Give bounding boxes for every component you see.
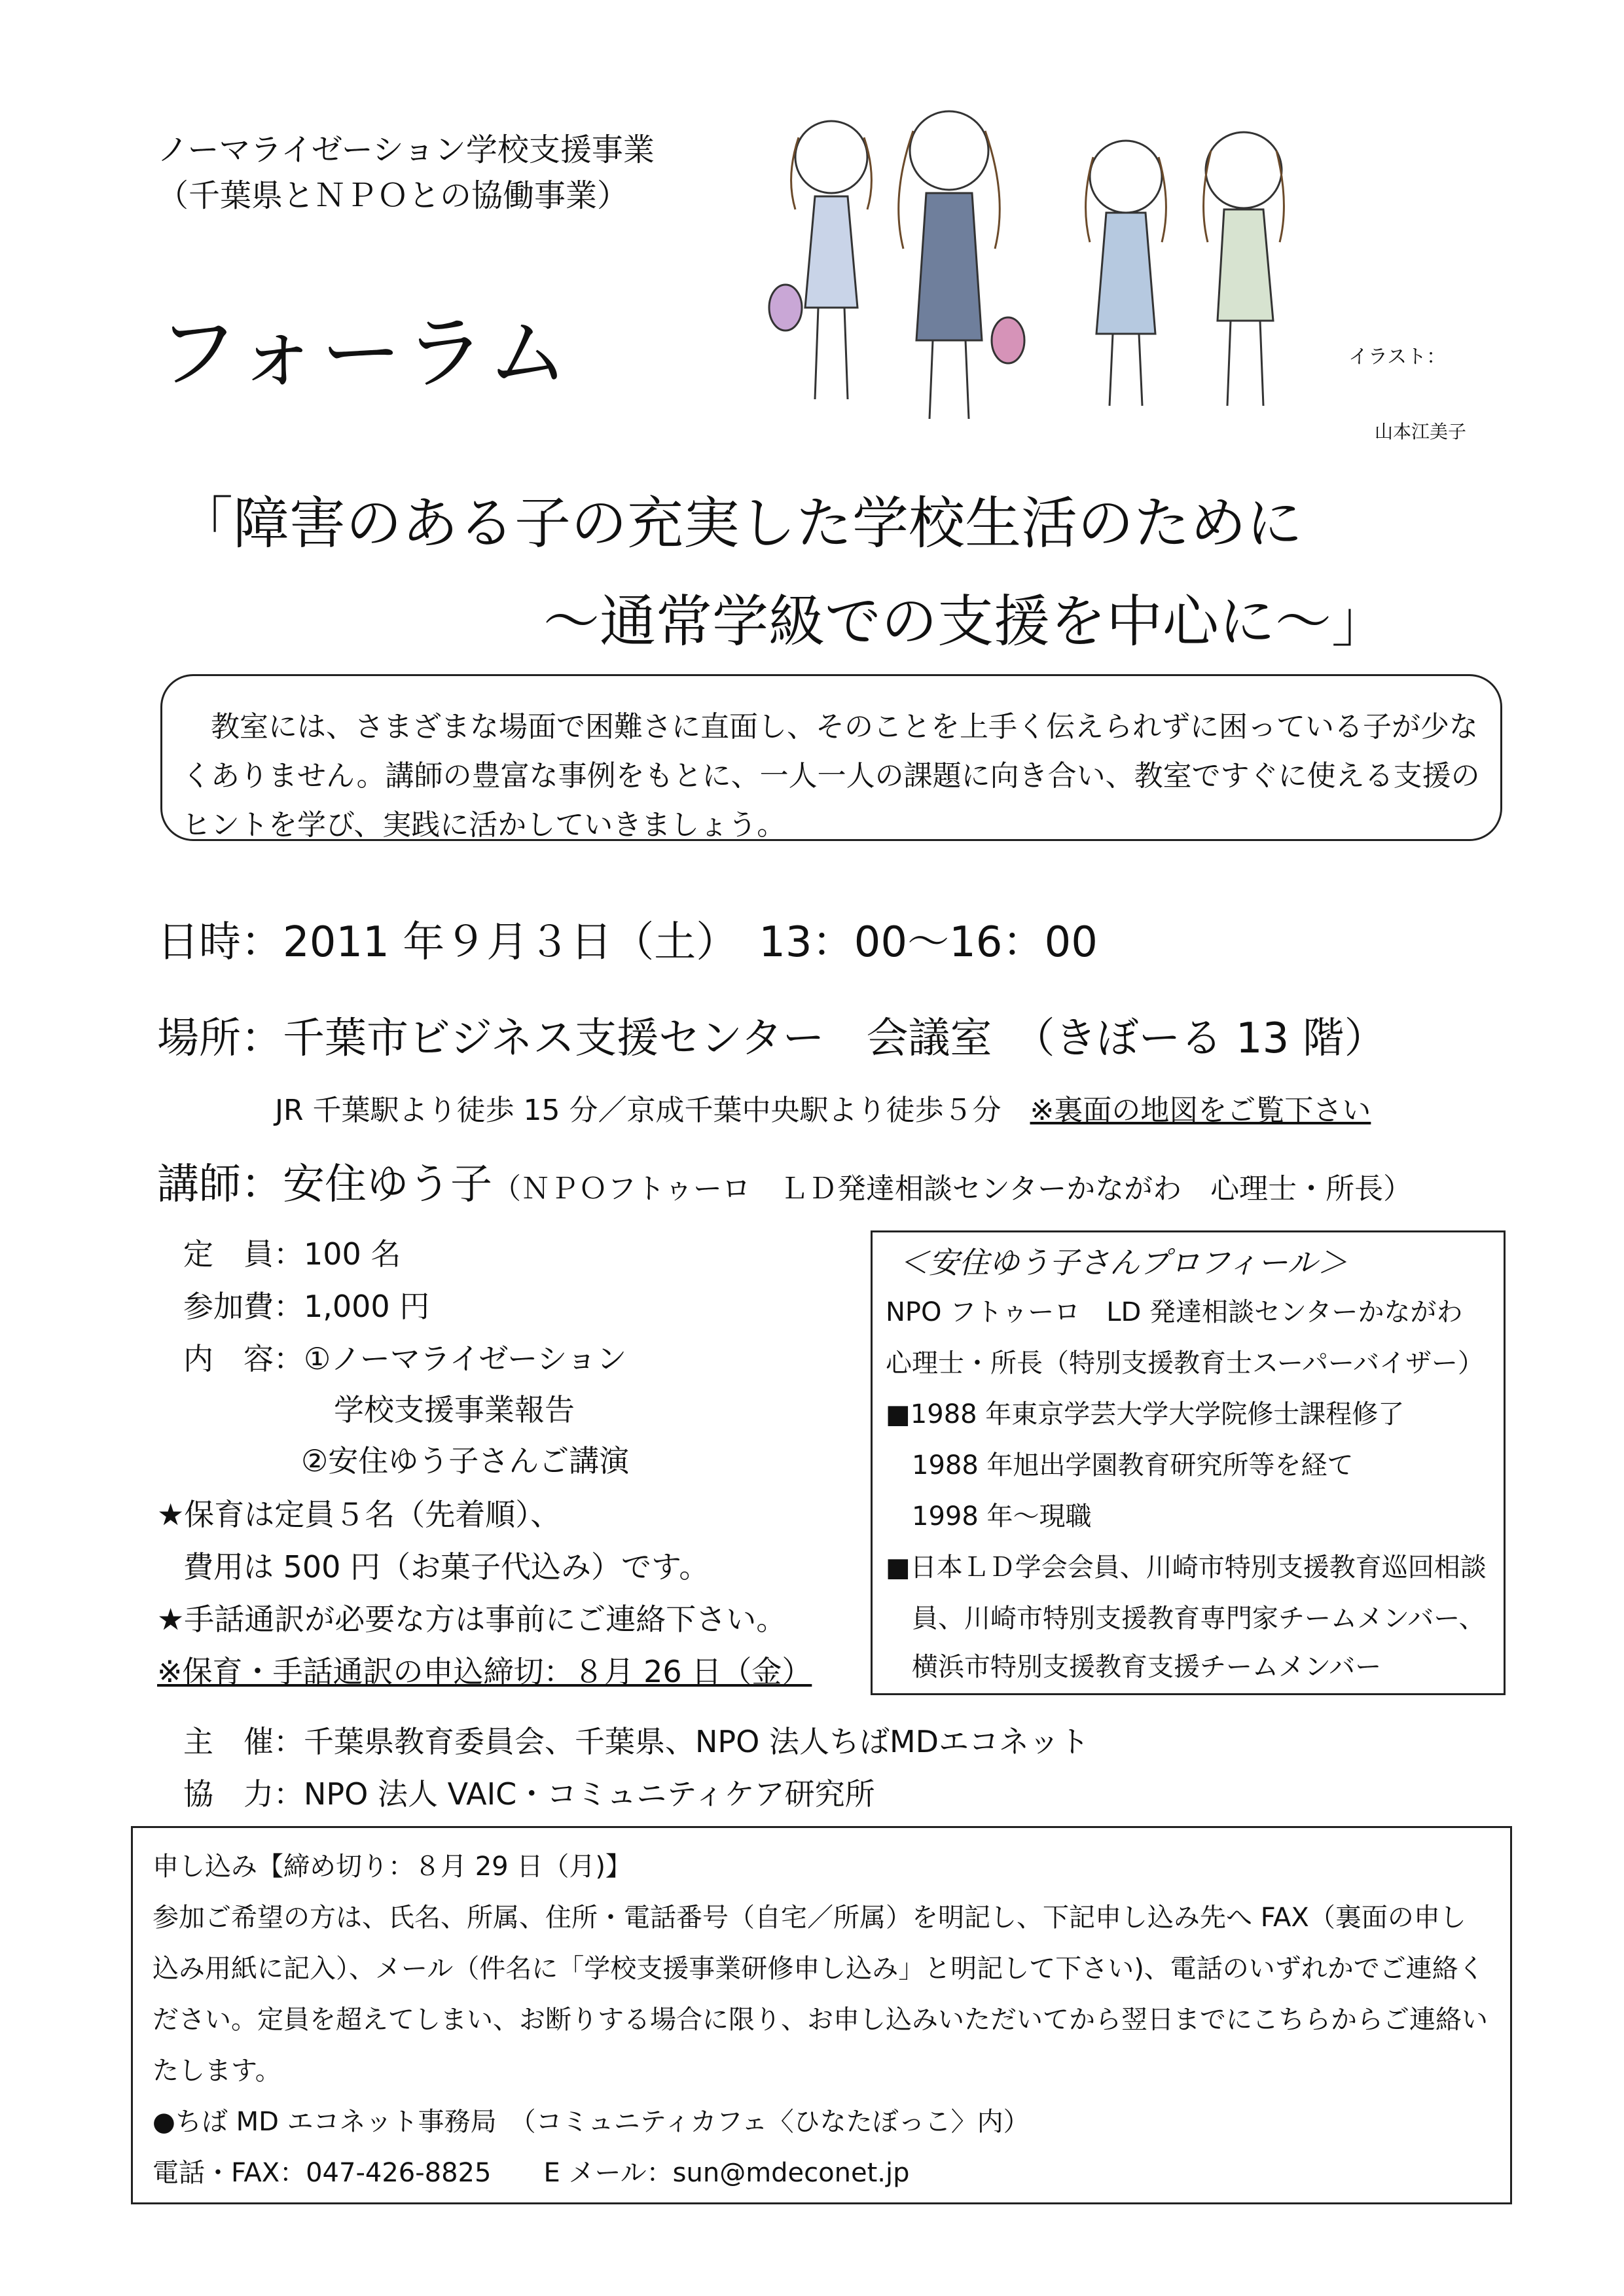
profile-line: 横浜市特別支援教育支援チームメンバー: [912, 1652, 1382, 1682]
application-contact: 電話・FAX：047-426-8825 E メール：sun@mdeconet.jp: [153, 2158, 910, 2188]
girl-3: [1086, 141, 1166, 406]
content-line1: 内 容：①ノーマライゼーション: [183, 1341, 627, 1376]
content-line2: 学校支援事業報告: [334, 1392, 575, 1427]
fee: 参加費：1,000 円: [183, 1289, 430, 1324]
girls-illustration: [759, 92, 1322, 432]
capacity: 定 員：100 名: [183, 1236, 401, 1272]
profile-line: ■1988 年東京学芸大学大学院修士課程修了: [886, 1399, 1405, 1429]
childcare-note: ★保育は定員５名（先着順）、: [157, 1497, 561, 1532]
profile-line: 員、川崎市特別支援教育専門家チームメンバー、: [912, 1604, 1485, 1634]
lecturer-affiliation: （ＮＰＯフトゥーロ ＬＤ発達相談センターかながわ 心理士・所長）: [492, 1172, 1413, 1206]
intro-text: 教室には、さまざまな場面で困難さに直面し、そのことを上手く伝えられずに困っている子が少なくありません。講師の豊富な事例をもとに、一人一人の課題に向き合い、教室ですぐに使える支援のヒントを学び、実践に活かしていきましょう。: [182, 710, 1480, 842]
illustration-artist: 山本江美子: [1375, 421, 1467, 442]
lecturer-name: 講師：安住ゆう子: [157, 1160, 492, 1209]
profile-line: 1998 年～現職: [912, 1501, 1092, 1532]
profile-box: [871, 1230, 1506, 1695]
forum-heading: フォーラム: [157, 306, 571, 401]
cooperation: 協 力：NPO 法人 VAIC・コミュニティケア研究所: [183, 1776, 875, 1812]
profile-line: NPO フトゥーロ LD 発達相談センターかながわ: [886, 1297, 1463, 1327]
content-line3: ②安住ゆう子さんご講演: [301, 1443, 630, 1479]
program-subtitle: （千葉県とＮＰＯとの協働事業）: [157, 177, 629, 214]
girl-4: [1204, 132, 1284, 406]
application-heading: 申し込み【締め切り：８月 29 日（月)】: [153, 1852, 632, 1882]
access-text: JR 千葉駅より徒歩 15 分／京成千葉中央駅より徒歩５分: [275, 1094, 1030, 1127]
main-title-line1: 「障害のある子の充実した学校生活のために: [177, 491, 1303, 556]
profile-line: 1988 年旭出学園教育研究所等を経て: [912, 1450, 1354, 1480]
program-name: ノーマライゼーション学校支援事業: [157, 132, 655, 168]
profile-line: 心理士・所長（特別支援教育士スーパーバイザー）: [886, 1348, 1484, 1378]
girl-2: [899, 111, 1024, 419]
profile-title: ＜安住ゆう子さんプロフィール＞: [899, 1245, 1348, 1280]
access-info: [275, 1086, 1371, 1128]
childcare-deadline: ※保育・手話通訳の申込締切：８月 26 日（金）: [157, 1654, 812, 1689]
event-venue: 場所：千葉市ビジネス支援センター 会議室 （きぼーる 13 階）: [157, 1014, 1386, 1063]
host-organizers: 主 催：千葉県教育委員会、千葉県、NPO 法人ちばMDエコネット: [183, 1724, 1090, 1759]
map-reference: ※裏面の地図をご覧下さい: [1030, 1094, 1371, 1127]
application-office: ●ちば MD エコネット事務局 （コミュニティカフェ〈ひなたぼっこ〉内）: [153, 2107, 1030, 2137]
sign-language-note: ★手話通訳が必要な方は事前にご連絡下さい。: [157, 1602, 787, 1637]
application-body: 参加ご希望の方は、氏名、所属、住所・電話番号（自宅／所属）を明記し、下記申し込み先へ FAX（裏面の申し込み用紙に記入）、メール（件名に「学校支援事業研修申し込み」と明記して下さい)、電話のいずれかでご連絡ください。定員を超えてしまい、お断りする場合に限り、お申し込みいただいてから翌日までにこちらからご連絡いたします。: [153, 1903, 1488, 2086]
main-title-line2: ～通常学級での支援を中心に～」: [543, 589, 1388, 655]
application-box: [131, 1826, 1512, 2204]
intro-box: [160, 674, 1502, 841]
profile-line: ■日本ＬＤ学会会員、川崎市特別支援教育巡回相談: [886, 1552, 1487, 1583]
lecturer: [157, 1151, 1412, 1211]
illustration-label: イラスト：: [1348, 346, 1447, 368]
girl-1: [769, 121, 871, 399]
event-datetime: 日時：2011 年９月３日（土） 13：00～16：00: [157, 918, 1098, 967]
childcare-fee: 費用は 500 円（お菓子代込み）です。: [183, 1549, 710, 1585]
